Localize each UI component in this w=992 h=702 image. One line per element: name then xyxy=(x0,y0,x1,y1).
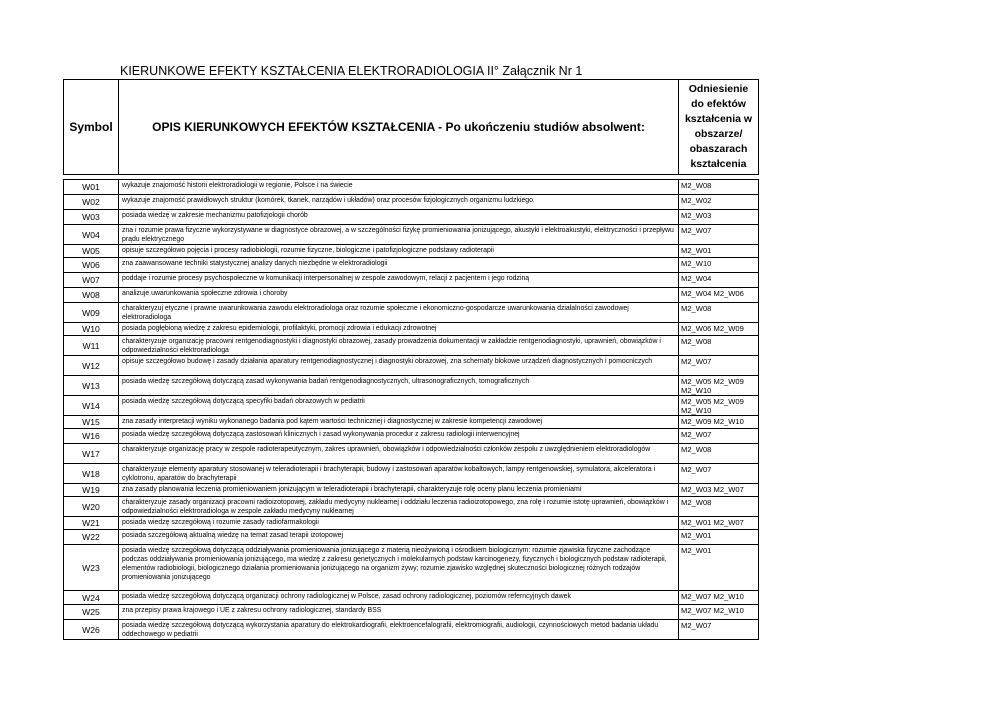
table-row xyxy=(64,591,759,605)
table-row xyxy=(64,303,759,323)
row-description: posiada wiedzę szczegółową dotyczącą specyfiki badań obrazowych w pediatrii xyxy=(119,396,679,416)
row-reference: M2_W08 xyxy=(679,303,759,323)
table-header-row xyxy=(64,80,759,175)
table-row xyxy=(64,288,759,303)
row-reference: M2_W07 M2_W10 xyxy=(679,605,759,620)
table-row xyxy=(64,497,759,517)
table-row xyxy=(64,484,759,497)
row-description: posiada pogłębioną wiedzę z zakresu epidemiologii, profilaktyki, promocji zdrowia i edukacji zdrowotnej xyxy=(119,323,679,336)
row-symbol: W18 xyxy=(64,464,119,484)
table-row xyxy=(64,245,759,258)
row-symbol: W03 xyxy=(64,210,119,225)
table-row xyxy=(64,336,759,356)
row-description: posiada wiedzę szczegółową dotyczącą zasad wykonywania badań rentgenodiagnostycznych, ultrasonograficznych, tomograficznych xyxy=(119,376,679,396)
row-reference: M2_W03 M2_W07 xyxy=(679,484,759,497)
table-row xyxy=(64,416,759,429)
row-symbol: W23 xyxy=(64,545,119,591)
row-reference: M2_W04 xyxy=(679,273,759,288)
row-description: zna zasady interpretacji wyniku wykonanego badania pod kątem wartości technicznej i diagnostycznej w zakresie kompetencji zawodowej xyxy=(119,416,679,429)
table-row xyxy=(64,258,759,273)
table-row xyxy=(64,180,759,195)
row-symbol: W21 xyxy=(64,517,119,530)
learning-outcomes-table xyxy=(63,79,759,640)
row-description: poddaje i rozumie procesy psychospołeczne w komunikacji interpersonalnej w zespole zawodowym, relacji z pacjentem i jego rodziną xyxy=(119,273,679,288)
row-reference: M2_W04 M2_W06 xyxy=(679,288,759,303)
header-reference: Odniesienie do efektów kształcenia w obszarze/ obaszarach kształcenia xyxy=(679,80,759,175)
table-row xyxy=(64,530,759,545)
row-reference: M2_W03 xyxy=(679,210,759,225)
table-row xyxy=(64,273,759,288)
table-row xyxy=(64,356,759,376)
row-reference: M2_W01 xyxy=(679,530,759,545)
row-symbol: W22 xyxy=(64,530,119,545)
row-description: analizuje uwarunkowania społeczne zdrowia i choroby xyxy=(119,288,679,303)
row-reference: M2_W05 M2_W09 M2_W10 xyxy=(679,396,759,416)
table-row xyxy=(64,396,759,416)
row-description: zna i rozumie prawa fizyczne wykorzystywane w diagnostyce obrazowej, a w szczególności fizykę promieniowania jonizującego, akustyki i elektroakustyki, elektryczności i przepływu prądu elektrycznego xyxy=(119,225,679,245)
row-symbol: W20 xyxy=(64,497,119,517)
row-symbol: W11 xyxy=(64,336,119,356)
table-row xyxy=(64,605,759,620)
row-description: posiada wiedzę szczegółową i rozumie zasady radiofarmakologii xyxy=(119,517,679,530)
row-description: posiada wiedzę w zakresie mechanizmu patofizjologii chorób xyxy=(119,210,679,225)
row-reference: M2_W10 xyxy=(679,258,759,273)
row-reference: M2_W07 xyxy=(679,429,759,444)
row-symbol: W19 xyxy=(64,484,119,497)
table-row xyxy=(64,195,759,210)
row-description: posiada wiedzę szczegółową dotyczącą wykorzystania aparatury do elektrokardiografii, elektroencefalografii, elektromiografii, audiologii, czynnościowych metod badania układu oddechowego w pediatrii xyxy=(119,620,679,640)
row-reference: M2_W08 xyxy=(679,336,759,356)
table-row xyxy=(64,429,759,444)
row-reference: M2_W01 M2_W07 xyxy=(679,517,759,530)
row-symbol: W09 xyxy=(64,303,119,323)
row-reference: M2_W08 xyxy=(679,180,759,195)
row-symbol: W01 xyxy=(64,180,119,195)
row-symbol: W05 xyxy=(64,245,119,258)
row-symbol: W07 xyxy=(64,273,119,288)
row-description: posiada szczegółową aktualną wiedzę na temat zasad terapii izotopowej xyxy=(119,530,679,545)
table-row xyxy=(64,444,759,464)
header-symbol: Symbol xyxy=(64,80,119,175)
row-reference: M2_W05 M2_W09 M2_W10 xyxy=(679,376,759,396)
row-description: posiada wiedzę szczegółową dotyczącą zastosowań klinicznych i zasad wykonywania procedur z zakresu radiologii interwencyjnej xyxy=(119,429,679,444)
row-symbol: W13 xyxy=(64,376,119,396)
table-row xyxy=(64,620,759,640)
row-symbol: W17 xyxy=(64,444,119,464)
row-description: wykazuje znajomość historii elektroradiologii w regionie, Polsce i na świecie xyxy=(119,180,679,195)
row-reference: M2_W09 M2_W10 xyxy=(679,416,759,429)
row-reference: M2_W07 xyxy=(679,620,759,640)
row-reference: M2_W07 xyxy=(679,356,759,376)
row-description: charakteryzuje organizację pracy w zespole radioterapeutycznym, zakres uprawnień, obowiązków i odpowiedzialności członków zespołu z uwzględnieniem elektroradiologów xyxy=(119,444,679,464)
row-symbol: W10 xyxy=(64,323,119,336)
row-reference: M2_W01 xyxy=(679,545,759,591)
row-description: zna zasady planowania leczenia promieniowaniem jonizującym w teleradioterapii i brachyterapii, charakteryzuje rolę oceny planu leczenia promieniami xyxy=(119,484,679,497)
table-row xyxy=(64,323,759,336)
row-symbol: W04 xyxy=(64,225,119,245)
table-row xyxy=(64,210,759,225)
row-symbol: W02 xyxy=(64,195,119,210)
row-symbol: W25 xyxy=(64,605,119,620)
document-title: KIERUNKOWE EFEKTY KSZTAŁCENIA ELEKTRORADIOLOGIA II° Załącznik Nr 1 xyxy=(120,64,583,78)
row-description: zna zaawansowane techniki statystycznej analizy danych niezbędne w elektroradiologii xyxy=(119,258,679,273)
header-description: OPIS KIERUNKOWYCH EFEKTÓW KSZTAŁCENIA - Po ukończeniu studiów absolwent: xyxy=(119,80,679,175)
row-reference: M2_W08 xyxy=(679,444,759,464)
row-symbol: W15 xyxy=(64,416,119,429)
table-row xyxy=(64,376,759,396)
row-symbol: W16 xyxy=(64,429,119,444)
row-symbol: W06 xyxy=(64,258,119,273)
row-reference: M2_W07 xyxy=(679,464,759,484)
table-body xyxy=(64,180,759,640)
row-reference: M2_W07 xyxy=(679,225,759,245)
row-symbol: W08 xyxy=(64,288,119,303)
row-reference: M2_W06 M2_W09 xyxy=(679,323,759,336)
row-description: posiada wiedzę szczegółową dotyczącą oddziaływania promieniowania jonizującego z materią nieożywioną i ośrodkiem biologicznym: rozumie zjawiska fizyczne zachodzące podczas oddziaływania promieniowania jonizującego, ma wiedzę z zakresu genetycznych i molekularnych podstaw karcinogenezy, fizycznych i biologicznych podstaw radioterapii, elementów radiobiologii, biologicznego działania promieniowania jonizującego na organizm żywy; rozumie zjawisko względnej skuteczności biologicznej różnych rodzajów promieniowania jonizującego xyxy=(119,545,679,591)
row-description: charakteryzuje elementy aparatury stosowanej w teleradioterapii i brachyterapii, budowy i zastosowań aparatów kobaltowych, lampy rentgenowskiej, symulatora, akceleratora i cyklotronu, aparatów do brachyterapii xyxy=(119,464,679,484)
row-symbol: W24 xyxy=(64,591,119,605)
row-description: charakteryzuje zasady organizacji pracowni radioizotopowej, zakładu medycyny nuklearnej i oddziału leczenia radioizotopowego, zna rolę i rozumie istotę uprawnień, obowiązków i odpowiedzialności elektroradiologa w zespole zakładu medycyny nuklearnej xyxy=(119,497,679,517)
row-description: zna przepisy prawa krajowego i UE z zakresu ochrony radiologicznej, standardy BSS xyxy=(119,605,679,620)
table-row xyxy=(64,464,759,484)
row-reference: M2_W02 xyxy=(679,195,759,210)
row-description: charakteryzuj etyczne i prawne uwarunkowania zawodu elektroradiologa oraz rozumie społeczne i ekonomiczno-gospodarcze uwarunkowania działalności zawodowej elektroradiologa xyxy=(119,303,679,323)
row-description: wykazuje znajomość prawidłowych struktur (komórek, tkanek, narządów i układów) oraz procesów fizjologicznych organizmu ludzkiego. xyxy=(119,195,679,210)
row-reference: M2_W08 xyxy=(679,497,759,517)
table-row xyxy=(64,225,759,245)
row-description: posiada wiedzę szczegółową dotyczącą organizacji ochrony radiologicznej w Polsce, zasad ochrony radiologicznej, poziomów referncyjnych dawek xyxy=(119,591,679,605)
row-description: opisuje szczegółowo budowę i zasady działania aparatury rentgenodiagnostycznej i diagnostyki obrazowej, zna schematy blokowe urządzeń diagnostycznych i pomocniczych xyxy=(119,356,679,376)
row-symbol: W14 xyxy=(64,396,119,416)
table-row xyxy=(64,517,759,530)
row-symbol: W12 xyxy=(64,356,119,376)
row-reference: M2_W07 M2_W10 xyxy=(679,591,759,605)
row-description: charakteryzuje organizację pracowni rentgenodiagnostyki i diagnostyki obrazowej, zasady prowadzenia dokumentacji w zakładzie rentgenodiagnostyki, uprawnień, obowiązków i odpowiedzialności elektroradiologa xyxy=(119,336,679,356)
row-symbol: W26 xyxy=(64,620,119,640)
table-row xyxy=(64,545,759,591)
row-description: opisuje szczegółowo pojęcia i procesy radiobiologii, rozumie fizyczne, biologiczne i patofizjologiczne podstawy radioterapii xyxy=(119,245,679,258)
row-reference: M2_W01 xyxy=(679,245,759,258)
